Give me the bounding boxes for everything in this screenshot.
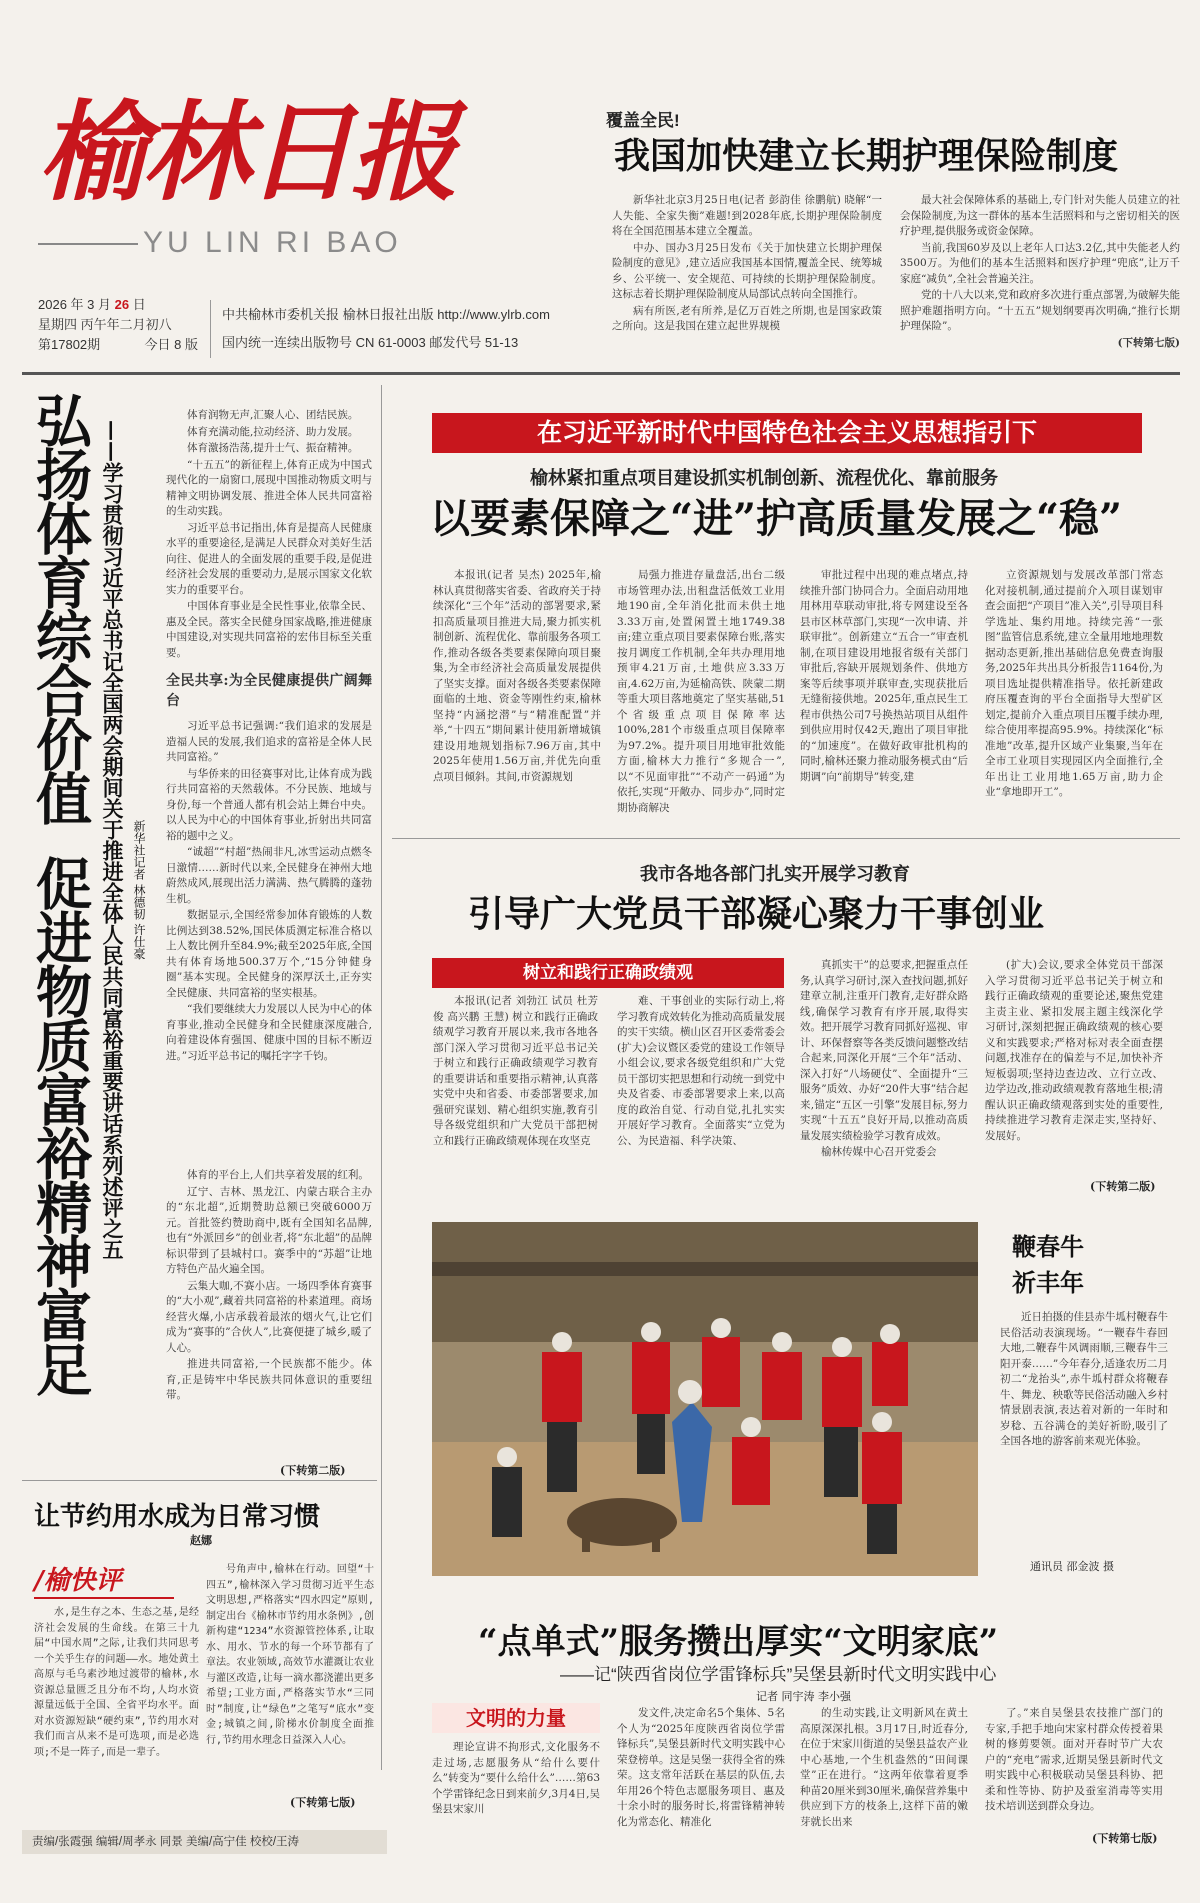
column-divider <box>381 385 382 1770</box>
story2-kicker: 榆林紧扣重点项目建设抓实机制创新、流程优化、靠前服务 <box>530 468 998 488</box>
issue-info <box>38 295 198 355</box>
publisher-info <box>222 305 602 353</box>
paragraph: 号角声中,榆林在行动。回望“十四五”,榆林深入学习贯彻习近平生态文明思想,严格落实“四水四定”原则,制定出台《榆林市节约用水条例》,创新构建“1234”水资源管控体系,让取水、用水、节水的每一个环节都有了章法。农业领域,高效节水灌溉让农业与灌区改造,让每一滴水都浇灌出更多希望;工业方面,严格落实节水“三同时”制度,让“绿色”之笔写“底水”变金;城镇之间,阶梯水价制度全面推行,节约用水理念日益深入人心。 <box>206 1564 374 1746</box>
paragraph: 辽宁、吉林、黑龙江、内蒙古联合主办的“东北超”,近期赞助总额已突破6000万元。首批签约赞助商中,既有全国知名品牌,也有“外派回乡”的创业者,将“东北超”的品牌标识带到了县城村口。赛季中的“苏超”让地方特色产品火遍全国。 <box>166 1185 372 1275</box>
story3-kicker: 我市各地各部门扎实开展学习教育 <box>640 864 910 884</box>
story2-col2 <box>617 568 785 830</box>
paragraph: 中办、国办3月25日发布《关于加快建立长期护理保险制度的意见》,建立适应我国基本国情,覆盖全民、统筹城乡、公平统一、安全规范、可持续的长期护理保险制度。这标志着长期护理保险制度从局部试点转向全国推行。 <box>612 241 882 300</box>
sponsor-line: 中共榆林市委机关报 榆林日报社出版 http://www.ylrb.com <box>222 307 550 322</box>
paragraph: 发文件,决定命名5个集体、5名个人为“2025年度陕西省岗位学雷锋标兵”,吴堡县新时代文明实践中心荣登榜单。这是吴堡一获得全省的殊荣。这支常年活跃在基层的队伍,去年用26个特色志愿服务项目、惠及十余小时的服务时长,将雷锋精神转化为常态化、精准化 <box>617 1707 785 1828</box>
paragraph: 推进共同富裕,一个民族都不能少。体育,正是铸牢中华民族共同体意识的重要纽带。 <box>166 1358 372 1401</box>
photo-title <box>1012 1232 1084 1298</box>
paragraph: 云集大咖,不赛小店。一场四季体育赛事的“大小观”,藏着共同富裕的朴素道理。商场经营火爆,小店承载着最浓的烟火气,让它们成为“赛事的”合伙人”,比赛便捷了城乡,暖了人心。 <box>166 1279 372 1354</box>
top-story-col2 <box>900 193 1180 365</box>
story4-col4 <box>985 1706 1163 1830</box>
story3-col3 <box>800 958 968 1173</box>
paragraph: 的生动实践,让文明新风在黄土高原深深扎根。3月17日,时近春分,在位于宋家川街道的吴堡县益农产业中心基地,一个生机盎然的“田间课堂”正在进行。“这两年依靠着夏季种苗20厘米到30厘米,确保营养集中供应到下方的枝条上,这样下苗的嫩芽就长出来 <box>800 1707 968 1828</box>
story4-column-tag: 文明的力量 <box>432 1703 600 1733</box>
story4-subtitle: ——记“陕西省岗位学雷锋标兵”吴堡县新时代文明实践中心 <box>560 1665 997 1684</box>
story2-headline[interactable]: 以要素保障之“进”护高质量发展之“稳” <box>430 495 1123 542</box>
masthead-rule <box>22 372 1180 375</box>
photo-illustration <box>432 1222 978 1576</box>
section-divider <box>392 838 1180 839</box>
photo-caption <box>1000 1310 1168 1555</box>
paragraph: 党的十八大以来,党和政府多次进行重点部署,为破解失能照护难题指明方向。“十五五”规划纲要再次明确,“推行长期护理保险”。 <box>900 289 1180 332</box>
top-headline[interactable]: 我国加快建立长期护理保险制度 <box>614 135 1119 177</box>
top-story-col1 <box>612 193 882 365</box>
masthead-title: 榆林日报 <box>38 90 455 216</box>
paragraph: 水,是生存之本、生态之基,是经济社会发展的生命线。在第三十九届“中国水周”之际,让我们共同思考一个关乎生存的问题——水。地处黄土高原与毛乌素沙地过渡带的榆林,水资源总量匮乏且分布不均,人均水资源量远低于全国、全省平均水平。面对水资源短缺“硬约束”,节约用水对我们而言从来不是可选项,而是必选项;不是一阵子,而是一辈子。 <box>34 1607 199 1758</box>
continue-note[interactable]: (下转第七版) <box>1117 336 1180 349</box>
story4-byline: 记者 同宇涛 李小强 <box>756 1690 851 1703</box>
date-prefix: 2026 年 3 月 <box>38 297 111 312</box>
commentary-title-1[interactable]: 弘扬体育综合价值 <box>27 392 93 824</box>
paragraph: 了。”来自吴堡县农技推广部门的专家,手把手地向宋家村群众传授着果树的修剪要领。面对开春时节广大农户的“充电”需求,近期吴堡县新时代文明实践中心积极联动吴堡县科协、把柔和性等协、防护及蚕室消毒等实用技术培训送到群众身边。 <box>985 1707 1163 1812</box>
story3-col1 <box>433 994 598 1204</box>
paragraph: 习近平总书记强调:“我们追求的发展是造福人民的发展,我们追求的富裕是全体人民共同富裕。” <box>166 720 372 763</box>
editorial-col1 <box>34 1605 199 1790</box>
photo-title-line1: 鞭春牛 <box>1012 1232 1084 1261</box>
masthead-divider <box>210 300 211 358</box>
paragraph: 体育润物无声,汇聚人心、团结民族。 <box>187 409 359 421</box>
paragraph: 体育充满动能,拉动经济、助力发展。 <box>187 425 359 438</box>
masthead-logo <box>38 78 468 278</box>
paragraph: 体育的平台上,人们共享着发展的红利。 <box>187 1169 369 1181</box>
photo-title-line2: 祈丰年 <box>1012 1268 1084 1297</box>
paragraph: (扩大)会议,要求全体党员干部深入学习贯彻习近平总书记关于树立和践行正确政绩观的重要论述,聚焦党建主责主业、紧扣发展主题主线深化学习研讨,深刻把握正确政绩观的核心要义和实践要求;严格对标对表全面查摆问题,找准存在的偏差与不足,加快补齐短板弱项;坚持边查边改、立行立改、边学边改,推动政绩观教育落地生根;清醒认识正确政绩观落到实处的重要性,持续推进学习教育走深走实,坚持好、发展好。 <box>985 959 1163 1142</box>
commentary-title-2[interactable]: 促进物质富裕精神富足 <box>27 855 93 1395</box>
festival-photo[interactable] <box>432 1222 978 1576</box>
commentary-continue[interactable]: (下转第二版) <box>280 1464 346 1477</box>
masthead-pinyin: YU LIN RI BAO <box>143 226 402 259</box>
paragraph: 数据显示,全国经常参加体育锻炼的人数比例达到38.52%,国民体质测定标准合格以上人数比例升至84.9%;截至2025年底,全国共有体育场地500.37万个,“15分钟健身圈”基本实现。全民健身的深厚沃土,正夯实全民健康、共同富裕的坚实根基。 <box>166 909 372 999</box>
story3-col2 <box>617 994 785 1204</box>
editorial-title[interactable]: 让节约用水成为日常习惯 <box>34 1502 321 1532</box>
date-day: 26 <box>114 297 130 312</box>
story4-col1 <box>432 1740 600 1840</box>
staff-credits: 责编/张霞强 编辑/周孝永 同景 美编/高宁佳 校校/王涛 <box>22 1830 387 1854</box>
story4-headline[interactable]: “点单式”服务攒出厚实“文明家底” <box>478 1622 999 1662</box>
paragraph: “诚超”“村超”热闹非凡,冰雪运动点燃冬日激情……新时代以来,全民健身在神州大地蔚然成风,展现出活力满满、热气腾腾的蓬勃生机。 <box>166 846 372 905</box>
paragraph: 审批过程中出现的难点堵点,持续推升部门协同合力。全面启动用地用林用草联动审批,将专网建设至各县市区林草部门,实现“一次申请、并联审批”。创新建立“五合一”审查机制,在项目建设用地报省级有关部门审批后,容缺开展规划条件、供地方案等后续事项并联审查,实现获批后无缝衔接供地。2025年,重点民生工程市供热公司7号换热站项目从组件到供应用时仅42天,跑出了项目审批的“加速度”。在做好政审批机构的同时,榆林还聚力推动服务模式由“后期调”向“前期导”转变,建 <box>800 569 968 783</box>
editorial-column-tag: /榆快评 <box>34 1560 174 1599</box>
paragraph: 中国体育事业是全民性事业,依靠全民、惠及全民。落实全民健身国家战略,推进健康中国建设,对实现共同富裕的宏伟目标至关重要。 <box>166 600 372 659</box>
story2-col3 <box>800 568 968 830</box>
paragraph: 难、干事创业的实际行动上,将学习教育成效转化为推动高质量发展的实干实绩。横山区召开区委常委会(扩大)会议暨区委党的建设工作领导小组会议,要求各级党组织和广大党员干部切实把思想和行动统一到党中央及省委、市委部署要求上来,以高度的政治自觉、行动自觉,扎扎实实开展好学习教育。全面落实“立党为公、为民造福、科学决策、 <box>617 995 785 1147</box>
issue-number: 第17802期 <box>38 337 101 352</box>
paragraph: 新华社北京3月25日电(记者 彭韵佳 徐鹏航) 晓解“一人失能、全家失衡”难题!到2028年底,长期护理保险制度将在全国范围基本建立全覆盖。 <box>612 194 882 237</box>
paragraph: “十五五”的新征程上,体育正成为中国式现代化的一扇窗口,展现中国推动物质文明与精神文明协调发展、推进全体人民共同富裕的生动实践。 <box>166 458 372 517</box>
commentary-byline: 新华社记者 林德韧 许仕豪 <box>132 820 146 960</box>
editorial-continue[interactable]: (下转第七版) <box>290 1796 356 1809</box>
editorial-divider <box>22 1480 377 1481</box>
paragraph: 局强力推进存量盘活,出台二级市场管理办法,出租盘活低效工业用地190亩,全年消化批而未供土地3.33万亩,处置闲置土地1749.38亩;建立重点项目要素保障台账,落实按月调度工作机制,全年共办理用地预审4.21万亩,土地供应3.33万亩,4.62万亩,为延榆高铁、陕蒙二期等重大项目落地奠定了坚实基础,51个省级重点项目保障率达100%,281个市级重点项目保障率为97.2%。提升项目用地审批效能方面,榆林大力推行“多规合一”,以“不见面审批”“不动产一码通”为依托,实现“开敞办、同步办”,同时定期协商解决 <box>617 569 785 814</box>
story2-col1 <box>433 568 601 830</box>
story4-col2 <box>617 1706 785 1842</box>
pinyin-rule <box>38 243 138 245</box>
story4-continue[interactable]: (下转第七版) <box>1092 1832 1158 1845</box>
story3-col4 <box>985 958 1163 1173</box>
paragraph: 习近平总书记指出,体育是提高人民健康水平的重要途径,是满足人民群众对美好生活向往、促进人的全面发展的重要手段,是促进经济社会发展的重要动力,是展示国家文化软实力的重要平台。 <box>166 521 372 596</box>
paragraph: 真抓实干”的总要求,把握重点任务,认真学习研讨,深入查找问题,抓好建章立制,注重开门教育,走好群众路线,确保学习教育有序开展,取得实效。把开展学习教育同抓好巡视、审计、环保督察等各类反馈问题整改结合起来,同深化开展“三个年”活动、深入打好“八场硬仗”、全面提升“三服务”质效、办好“20件大事”结合起来,锚定“五区一引擎”发展目标,努力实现“十五五”良好开局,以推动高质量发展实绩检验学习教育成效。 <box>800 959 968 1142</box>
paragraph: 近日拍摄的佳县赤牛坬村鞭春牛民俗活动表演现场。“一鞭春牛春回大地,二鞭春牛风调雨顺,三鞭春牛三阳开泰……”今年春分,适逢农历二月初二“龙抬头”,赤牛坬村群众将鞭春牛、舞龙、秧歌等民俗活动融入乡村情景剧表演,表达着对新的一年时和岁稔、五谷满仓的美好祈盼,吸引了全国各地的游客前来观光体验。 <box>1000 1311 1168 1447</box>
top-kicker: 覆盖全民! <box>606 111 680 130</box>
paragraph: 理论宣讲不拘形式,文化服务不走过场,志愿服务从“给什么要什么”转变为“要什么给什么”……第63个学雷锋纪念日到来前夕,3月4日,吴堡县宋家川 <box>432 1741 600 1815</box>
paragraph: 立资源规划与发展改革部门常态化对接机制,通过提前介入项目谋划审查会面把“产项目”准入关”,引导项目科学选址、集约用地。持续完善“一张图”监管信息系统,建立全量用地地理数据动态更新,推出基础信息免费查询服务,2025年共出具分析报告1164份,为项目选址提供精准指导。依托新建政府压覆查询的平台全面指导大型矿区划定,提前介入重点项目压覆手续办理,综合使用率提高95.9%。持续深化“标准地”改革,提升区域产业集聚,当年在全市工业项目实现园区内全面推行,全年出让工业用地1.65万亩,助力企业“拿地即开工”。 <box>985 569 1163 798</box>
story4-col3 <box>800 1706 968 1842</box>
page-count: 今日 8 版 <box>144 337 198 352</box>
paragraph: 榆林传媒中心召开党委会 <box>821 1146 937 1158</box>
commentary-body-bottom <box>166 1168 372 1458</box>
commentary-subtitle: ——学习贯彻习近平总书记全国两会期间关于推进全体人民共同富裕重要讲话系列述评之五 <box>100 420 125 1260</box>
paragraph: 与华侨来的田径赛事对比,让体育成为践行共同富裕的天然载体。不分民族、地域与身份,每一个普通人都有机会站上舞台中央。以人民为中心的中国体育事业,折射出共同富裕的题中之义。 <box>166 767 372 842</box>
photo-credit: 通讯员 邵金波 摄 <box>1030 1560 1114 1573</box>
paragraph: 体育激扬浩荡,提升士气、振奋精神。 <box>187 442 359 454</box>
paragraph: “我们要继续大力发展以人民为中心的体育事业,推动全民健身和全民健康深度融合,向着建设体育强国、健康中国的目标不断迈进。”习近平总书记的嘱托字字千钧。 <box>166 1003 372 1062</box>
editorial-col2 <box>206 1562 374 1790</box>
story3-tag: 树立和践行正确政绩观 <box>432 958 784 988</box>
date-suffix: 日 <box>132 297 146 312</box>
paragraph: 本报讯(记者 吴杰) 2025年,榆林认真贯彻落实省委、省政府关于持续深化“三个年”活动的部署要求,紧扣高质量项目推进大局,聚力抓实机制创新、流程优化、靠前服务各项工作,推动各级各类要素保障向项目聚集,为全市经济社会高质量发展提供了坚实支撑。面对各级各类要素保障面临的土地、资金等刚性约束,榆林坚持“内涵挖潜”与“精准配置”并举,“十四五”期间累计使用新增城镇建设用地规划指标7.96万亩,其中2025年使用1.56万亩,并优先向重点项目倾斜。其间,市资源规划 <box>433 569 601 783</box>
serial-line: 国内统一连续出版物号 CN 61-0003 邮发代号 51-13 <box>222 335 519 350</box>
commentary-subhead: 全民共享:为全民健康提供广阔舞台 <box>166 673 372 709</box>
story3-continue[interactable]: (下转第二版) <box>1090 1180 1156 1193</box>
story2-col4 <box>985 568 1163 830</box>
paragraph: 病有所医,老有所养,是亿万百姓之所期,也是国家政策之所向。这是我国在建立起世界规模 <box>612 304 882 332</box>
commentary-body-top <box>166 408 372 1163</box>
paragraph: 最大社会保障体系的基础上,专门针对失能人员建立的社会保险制度,为这一群体的基本生活照料和与之密切相关的医疗护理,提供服务或资金保障。 <box>900 194 1180 237</box>
paragraph: 本报讯(记者 刘勃江 试员 杜芳俊 高兴鹏 王慧) 树立和践行正确政绩观学习教育开展以来,我市各地各部门深入学习贯彻习近平总书记关于树立和践行正确政绩观学习教育的重要讲话和重要指示精神,认真落实党中央和省委、市委部署要求,加强研究谋划、精心组织实施,教育引导各级党组织和广大党员干部把树立和践行正确政绩观体现在攻坚克 <box>433 995 598 1147</box>
story3-headline[interactable]: 引导广大党员干部凝心聚力干事创业 <box>468 893 1045 935</box>
editorial-author: 赵娜 <box>190 1534 212 1547</box>
theme-banner: 在习近平新时代中国特色社会主义思想指引下 <box>432 413 1142 453</box>
paragraph: 当前,我国60岁及以上老年人口达3.2亿,其中失能老人约3500万。为他们的基本生活照料和医疗护理“兜底”,让万千家庭“减负”,全社会普遍关注。 <box>900 241 1180 285</box>
weekday: 星期四 丙午年二月初八 <box>38 317 172 332</box>
